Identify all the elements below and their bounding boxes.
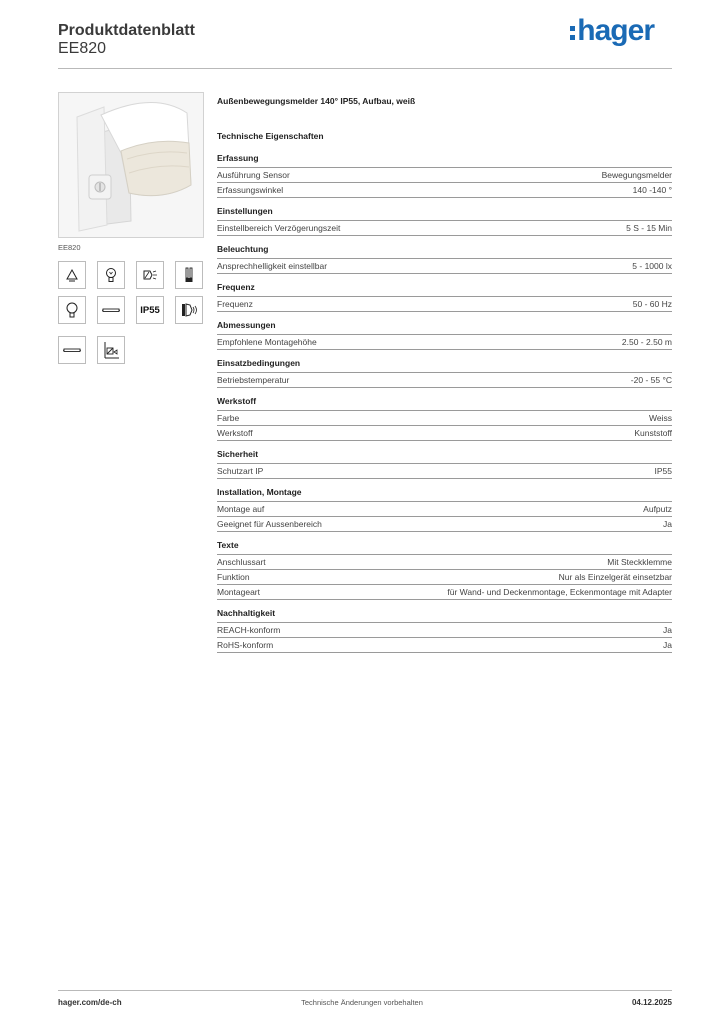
spec-label: RoHS-konform (217, 640, 274, 650)
spec-label: Geeignet für Aussenbereich (217, 519, 322, 529)
hager-logo[interactable] (570, 14, 654, 48)
spec-label: REACH-konform (217, 625, 281, 635)
spec-row (217, 638, 672, 653)
spec-row (217, 259, 672, 274)
spec-value: 2.50 - 2.50 m (621, 337, 672, 347)
spec-group-title: Beleuchtung (217, 244, 672, 259)
spec-label: Empfohlene Montagehöhe (217, 337, 317, 347)
spec-group-title: Installation, Montage (217, 487, 672, 502)
spec-value: -20 - 55 °C (630, 375, 672, 385)
tube-lamp-icon (58, 336, 86, 364)
spec-group-title: Texte (217, 540, 672, 555)
image-caption: EE820 (58, 243, 81, 252)
spec-value: Ja (663, 640, 672, 650)
spec-row (217, 168, 672, 183)
spec-group-title: Einstellungen (217, 206, 672, 221)
fluorescent-tube-icon (175, 261, 203, 289)
spec-value: 140 -140 ° (632, 185, 672, 195)
spec-label: Betriebstemperatur (217, 375, 290, 385)
bulb-icon (97, 261, 125, 289)
spec-group-title: Nachhaltigkeit (217, 608, 672, 623)
spec-label: Schutzart IP (217, 466, 264, 476)
spec-group-title: Frequenz (217, 282, 672, 297)
spec-row (217, 464, 672, 479)
spec-label: Funktion (217, 572, 250, 582)
spec-value: Weiss (649, 413, 672, 423)
spec-value: Kunststoff (634, 428, 672, 438)
spec-label: Einstellbereich Verzögerungszeit (217, 223, 341, 233)
spec-row (217, 411, 672, 426)
triangle-light-icon (58, 261, 86, 289)
spec-label: Montage auf (217, 504, 265, 514)
spec-value: 50 - 60 Hz (632, 299, 672, 309)
header-divider (58, 68, 672, 69)
spec-value: Ja (663, 519, 672, 529)
spec-row (217, 585, 672, 600)
spec-value: für Wand- und Deckenmontage, Eckenmontage mit Adapter (447, 587, 672, 597)
product-code: EE820 (58, 40, 107, 57)
footer-website[interactable]: hager.com/de-ch (58, 998, 122, 1007)
product-image (58, 92, 204, 238)
spec-value: Ja (663, 625, 672, 635)
spec-label: Frequenz (217, 299, 253, 309)
motion-sensor-icon (175, 296, 203, 324)
linear-tube-icon (97, 296, 125, 324)
spec-group-title: Erfassung (217, 153, 672, 168)
spec-value: IP55 (654, 466, 672, 476)
spec-label: Ausführung Sensor (217, 170, 290, 180)
spec-row (217, 183, 672, 198)
spec-row (217, 297, 672, 312)
spec-value: Aufputz (643, 504, 672, 514)
spec-row (217, 570, 672, 585)
footer-date: 04.12.2025 (631, 998, 672, 1007)
page-title: Produktdatenblatt (58, 22, 195, 39)
logo-wordmark: hager (577, 14, 654, 47)
spec-content (217, 96, 672, 653)
spec-row (217, 426, 672, 441)
spec-row (217, 502, 672, 517)
spec-value: 5 S - 15 Min (626, 223, 672, 233)
spec-label: Montageart (217, 587, 260, 597)
spec-value: Nur als Einzelgerät einsetzbar (558, 572, 672, 582)
logo-dots (570, 26, 575, 40)
spec-value: 5 - 1000 lx (632, 261, 672, 271)
spec-label: Farbe (217, 413, 240, 423)
spec-row (217, 555, 672, 570)
spec-row (217, 221, 672, 236)
spec-row (217, 335, 672, 350)
wall-mount-icon (97, 336, 125, 364)
tech-heading: Technische Eigenschaften (217, 131, 324, 141)
footer-divider (58, 990, 672, 991)
footer-notice: Technische Änderungen vorbehalten (301, 998, 423, 1007)
spec-group-title: Abmessungen (217, 320, 672, 335)
spec-group-title: Einsatzbedingungen (217, 358, 672, 373)
spec-label: Werkstoff (217, 428, 253, 438)
ip55-badge: IP55 (136, 296, 164, 324)
spec-row (217, 373, 672, 388)
spec-label: Ansprechhelligkeit einstellbar (217, 261, 328, 271)
spec-groups (217, 153, 672, 653)
spec-group-title: Sicherheit (217, 449, 672, 464)
spec-group-title: Werkstoff (217, 396, 672, 411)
product-name: Außenbewegungsmelder 140° IP55, Aufbau, weiß (217, 96, 416, 106)
spec-value: Mit Steckklemme (607, 557, 672, 567)
spec-label: Erfassungswinkel (217, 185, 284, 195)
spec-label: Anschlussart (217, 557, 266, 567)
spec-row (217, 517, 672, 532)
spec-value: Bewegungsmelder (601, 170, 672, 180)
incandescent-bulb-icon (58, 296, 86, 324)
spec-row (217, 623, 672, 638)
led-lamp-icon (136, 261, 164, 289)
